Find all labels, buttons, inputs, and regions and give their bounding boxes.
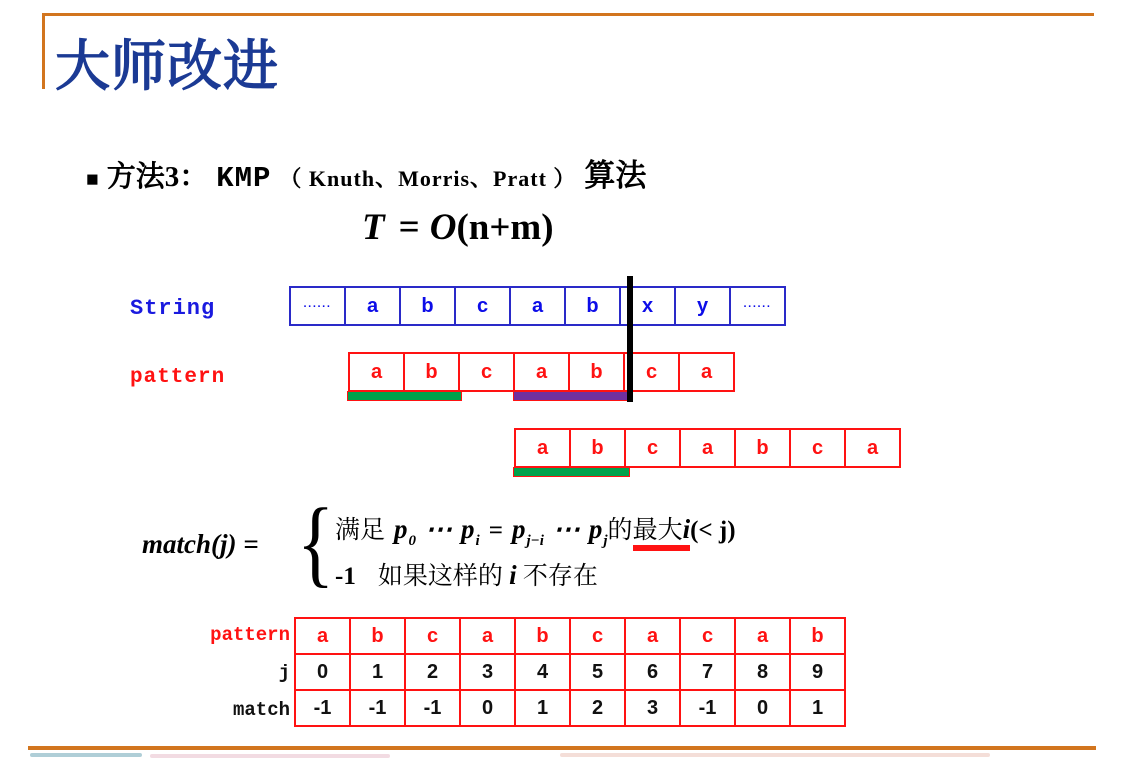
footer-rule xyxy=(28,746,1096,750)
table-cell: c xyxy=(679,617,736,655)
table-cell: 1 xyxy=(789,689,846,727)
table-cell: c xyxy=(569,617,626,655)
string-cell: a xyxy=(509,286,566,326)
max-i-underlined xyxy=(632,514,691,551)
footer-artifact xyxy=(560,753,990,757)
subscript-j: j xyxy=(603,533,608,549)
complexity-args: (n+m) xyxy=(456,207,554,248)
dots: ⋯ xyxy=(552,514,580,544)
table-cell: 3 xyxy=(624,689,681,727)
table-cell: 6 xyxy=(624,653,681,691)
subscript-0: 0 xyxy=(408,533,417,549)
method-label: 方法3： xyxy=(106,161,209,193)
bullet-square-icon: ■ xyxy=(86,168,99,191)
match-table xyxy=(294,617,846,727)
table-cell: 2 xyxy=(569,689,626,727)
dots: ⋯ xyxy=(425,514,453,544)
table-label-match: match xyxy=(232,699,290,721)
table-label-j: j xyxy=(278,662,290,684)
pattern-cell: c xyxy=(789,428,846,468)
matched-suffix-bar-purple xyxy=(513,391,630,401)
table-cell: 9 xyxy=(789,653,846,691)
table-cell: -1 xyxy=(294,689,351,727)
string-cell: b xyxy=(399,286,456,326)
table-cell: 7 xyxy=(679,653,736,691)
formula-brace: { xyxy=(297,489,335,596)
subscript-i: i xyxy=(475,533,480,549)
table-cell: a xyxy=(459,617,516,655)
complexity-O: O xyxy=(429,207,457,248)
table-cell: -1 xyxy=(404,689,461,727)
pattern-cell: a xyxy=(514,428,571,468)
time-complexity-formula xyxy=(362,206,554,249)
complexity-T: T xyxy=(362,207,385,248)
case1-condition: (< j) xyxy=(690,517,736,544)
complexity-eq: = xyxy=(398,207,420,248)
bullet-line xyxy=(86,150,646,195)
pattern-cell: a xyxy=(844,428,901,468)
table-cell: b xyxy=(349,617,406,655)
symbol-p: p xyxy=(511,514,526,544)
pattern-cell: b xyxy=(568,352,625,392)
algorithm-label: 算法 xyxy=(584,158,647,193)
table-cell: a xyxy=(624,617,681,655)
match-definition-case-1 xyxy=(335,510,736,550)
subscript-j-i: j−i xyxy=(526,533,544,549)
table-row-pattern xyxy=(294,617,846,655)
case1-pre: 满足 xyxy=(335,517,386,544)
pattern-row-1 xyxy=(348,352,735,392)
pattern-cell: a xyxy=(513,352,570,392)
matched-prefix-bar-green xyxy=(347,391,462,401)
title-left-rule xyxy=(42,13,45,89)
symbol-p: p xyxy=(588,514,603,544)
string-cell: ······ xyxy=(729,286,786,326)
table-cell: b xyxy=(514,617,571,655)
table-cell: 5 xyxy=(569,653,626,691)
case1-de: 的 xyxy=(607,517,633,544)
pattern-row-2-shifted xyxy=(514,428,901,468)
footer-artifact xyxy=(30,753,142,757)
pattern-cell: b xyxy=(403,352,460,392)
table-cell: 0 xyxy=(459,689,516,727)
table-cell: a xyxy=(734,617,791,655)
table-cell: b xyxy=(789,617,846,655)
pattern-cell: c xyxy=(624,428,681,468)
max-label: 最大 xyxy=(632,517,683,544)
table-cell: 2 xyxy=(404,653,461,691)
slide-title: 大师改进 xyxy=(55,36,280,97)
pattern-cell: a xyxy=(678,352,735,392)
matched-prefix-bar-green-2 xyxy=(513,467,630,477)
table-row-match xyxy=(294,689,846,727)
table-cell: 8 xyxy=(734,653,791,691)
table-row-j xyxy=(294,653,846,691)
kmp-name: KMP xyxy=(216,162,272,195)
pattern-cell: b xyxy=(569,428,626,468)
string-cell: b xyxy=(564,286,621,326)
pattern-cell: c xyxy=(458,352,515,392)
symbol-p: p xyxy=(394,514,408,544)
case2-pre: 如果这样的 xyxy=(377,563,503,590)
symbol-i: i xyxy=(509,560,517,590)
pattern-cell: a xyxy=(348,352,405,392)
case2-post: 不存在 xyxy=(522,563,598,590)
title-top-rule xyxy=(42,13,1094,16)
pattern-label: pattern xyxy=(130,366,226,389)
symbol-i: i xyxy=(682,514,691,544)
match-definition-case-2 xyxy=(335,556,598,592)
string-row xyxy=(289,286,786,326)
string-cell: x xyxy=(619,286,676,326)
table-cell: c xyxy=(404,617,461,655)
table-cell: 4 xyxy=(514,653,571,691)
string-cell: y xyxy=(674,286,731,326)
string-cell: ······ xyxy=(289,286,346,326)
pattern-cell: c xyxy=(623,352,680,392)
table-cell: 1 xyxy=(349,653,406,691)
kmp-authors: （ Knuth、Morris、Pratt ） xyxy=(279,166,577,191)
table-cell: -1 xyxy=(679,689,736,727)
table-label-pattern: pattern xyxy=(210,624,290,646)
symbol-p: p xyxy=(461,514,475,544)
case2-value: -1 xyxy=(335,563,356,590)
table-cell: 0 xyxy=(294,653,351,691)
string-label: String xyxy=(130,296,216,321)
match-function-lhs: match(j) = xyxy=(142,529,259,559)
table-cell: 3 xyxy=(459,653,516,691)
pattern-cell: a xyxy=(679,428,736,468)
pattern-cell: b xyxy=(734,428,791,468)
table-cell: a xyxy=(294,617,351,655)
table-cell: 0 xyxy=(734,689,791,727)
mismatch-divider-line xyxy=(627,276,633,402)
table-cell: 1 xyxy=(514,689,571,727)
table-cell: -1 xyxy=(349,689,406,727)
footer-artifact xyxy=(150,754,390,758)
equals-sign: = xyxy=(488,517,503,544)
string-cell: c xyxy=(454,286,511,326)
string-cell: a xyxy=(344,286,401,326)
